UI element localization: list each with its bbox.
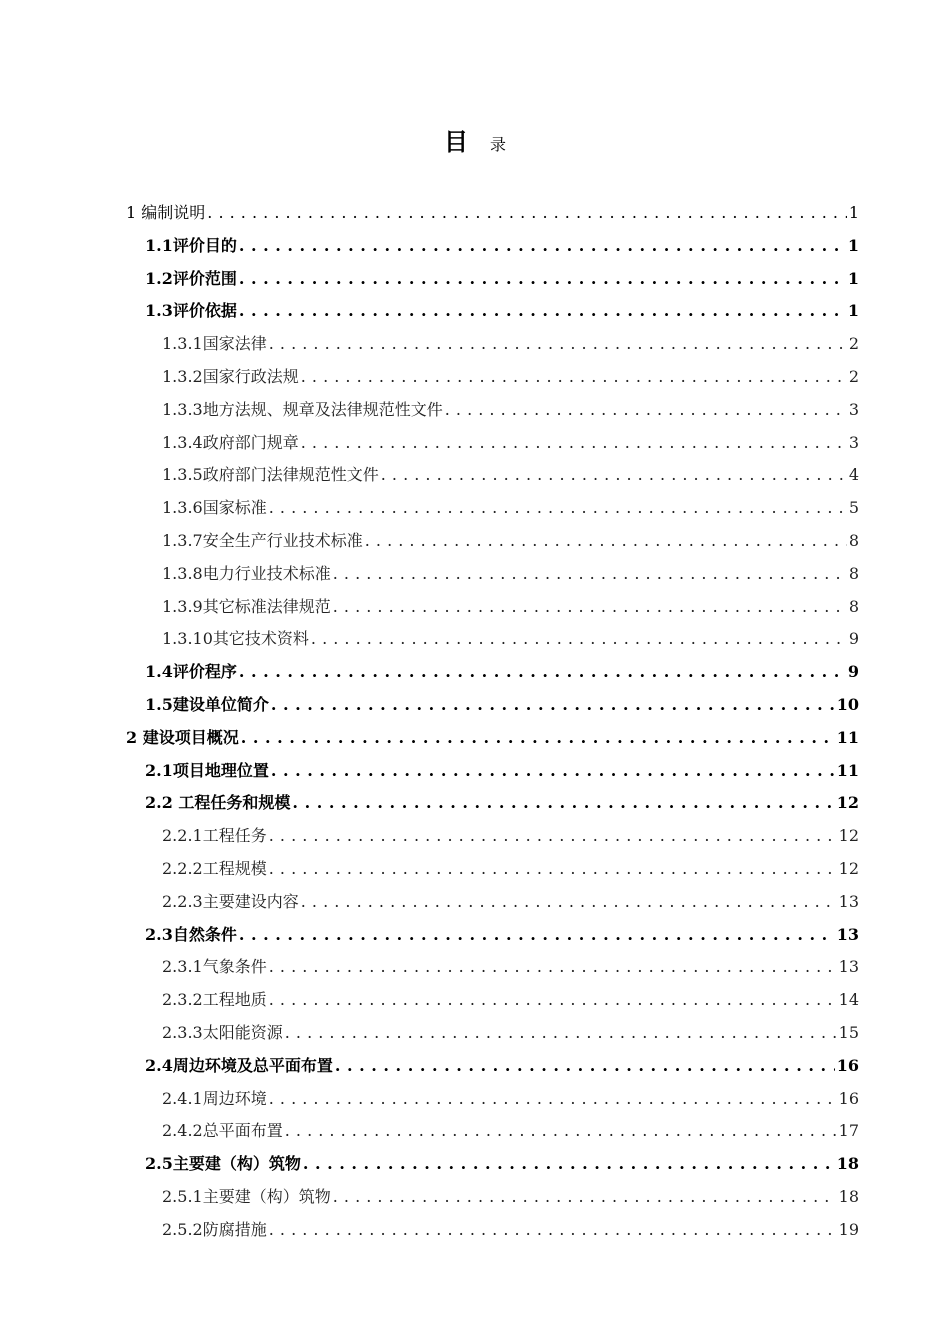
toc-entry-label: 1.3.2国家行政法规: [162, 367, 299, 386]
toc-leader-dots: [445, 393, 847, 426]
toc-entry-label: 1.3.4政府部门规章: [162, 432, 299, 452]
toc-entry-label: 1.5建设单位简介: [145, 695, 269, 714]
toc-entry-page-number: 17: [838, 1121, 859, 1141]
toc-leader-dots: [365, 524, 847, 557]
toc-entry-page-number: 2: [848, 367, 859, 386]
toc-leader-dots: [269, 819, 837, 852]
toc-leader-dots: [239, 918, 835, 951]
toc-entry-page-number: 3: [848, 432, 859, 452]
toc-entry-label: 1.3.7安全生产行业技术标准: [162, 531, 363, 550]
toc-entry[interactable]: [126, 196, 859, 229]
toc-entry[interactable]: [162, 360, 859, 393]
toc-entry-label: 2.2 工程任务和规模: [145, 793, 291, 813]
toc-title-sub: 录: [489, 135, 506, 154]
toc-entry-page-number: 12: [838, 826, 859, 846]
toc-entry[interactable]: [162, 950, 859, 983]
toc-entry-label: 2.5.2防腐措施: [162, 1219, 267, 1239]
toc-entry-label: 1.3.3地方法规、规章及法律规范性文件: [162, 399, 443, 419]
toc-entry[interactable]: [162, 393, 859, 426]
toc-entry-label: 1.3.5政府部门法律规范性文件: [162, 465, 379, 485]
toc-entry-label: 1.1评价目的: [145, 235, 237, 255]
toc-entry-page-number: 16: [838, 1088, 859, 1108]
toc-leader-dots: [239, 655, 846, 688]
toc-leader-dots: [207, 196, 847, 229]
toc-leader-dots: [333, 557, 847, 590]
toc-entry[interactable]: [162, 1016, 859, 1049]
toc-entry[interactable]: [162, 1180, 859, 1213]
toc-leader-dots: [381, 458, 847, 491]
toc-entry-label: 1.3.8电力行业技术标准: [162, 563, 331, 583]
toc-entry-label: 2.4.1周边环境: [162, 1088, 267, 1108]
toc-entry[interactable]: [162, 1213, 859, 1246]
toc-entry[interactable]: [162, 1082, 859, 1115]
toc-entry-label: 1.3.9其它标准法律规范: [162, 596, 331, 616]
toc-entry-label: 2.3自然条件: [145, 924, 237, 944]
toc-entry-page-number: 8: [848, 563, 859, 583]
toc-leader-dots: [271, 754, 835, 787]
toc-entry-page-number: 1: [848, 203, 859, 222]
toc-entry[interactable]: [145, 918, 859, 951]
toc-entry[interactable]: [162, 458, 859, 491]
toc-leader-dots: [271, 688, 835, 721]
toc-entry-label: 2.1项目地理位置: [145, 760, 269, 780]
toc-leader-dots: [285, 1114, 837, 1147]
toc-entry-label: 2.5主要建（构）筑物: [145, 1154, 301, 1174]
toc-entry-label: 1.3.6国家标准: [162, 498, 267, 518]
toc-entry[interactable]: [145, 229, 859, 262]
toc-entry[interactable]: [145, 688, 859, 721]
toc-entry-page-number: 1: [847, 268, 859, 288]
toc-leader-dots: [333, 1180, 837, 1213]
toc-leader-dots: [239, 262, 846, 295]
toc-entry-page-number: 5: [848, 498, 859, 518]
toc-entry[interactable]: [162, 327, 859, 360]
toc-entry-label: 2.2.3主要建设内容: [162, 891, 299, 911]
toc-entry[interactable]: [162, 852, 859, 885]
toc-leader-dots: [303, 1147, 835, 1180]
toc-entry-page-number: 15: [838, 1023, 859, 1042]
toc-leader-dots: [292, 786, 834, 819]
toc-entry[interactable]: [162, 983, 859, 1016]
toc-entry-page-number: 13: [836, 924, 859, 944]
toc-entry-page-number: 3: [848, 399, 859, 419]
toc-entry[interactable]: [162, 885, 859, 918]
toc-entry-label: 2.4.2总平面布置: [162, 1121, 283, 1141]
toc-entry-page-number: 8: [848, 531, 859, 550]
toc-entry-page-number: 13: [838, 891, 859, 911]
toc-leader-dots: [301, 360, 847, 393]
toc-leader-dots: [241, 721, 835, 754]
toc-entry[interactable]: [145, 754, 859, 787]
toc-leader-dots: [333, 590, 847, 623]
toc-entry[interactable]: [145, 262, 859, 295]
toc-entry-page-number: 2: [848, 334, 859, 354]
toc-leader-dots: [301, 885, 837, 918]
toc-entry-page-number: 18: [836, 1154, 859, 1174]
toc-entry-page-number: 9: [847, 662, 859, 682]
toc-title-main: 目: [443, 127, 468, 156]
toc-leader-dots: [269, 950, 837, 983]
toc-leader-dots: [269, 852, 837, 885]
toc-entry-page-number: 19: [838, 1219, 859, 1239]
toc-entry-label: 1 编制说明: [126, 203, 206, 222]
toc-entry-page-number: 1: [847, 235, 859, 255]
toc-entry-page-number: 4: [848, 465, 859, 485]
toc-leader-dots: [239, 229, 846, 262]
toc-leader-dots: [311, 622, 847, 655]
toc-entry-page-number: 11: [836, 760, 859, 780]
toc-entry[interactable]: [162, 1114, 859, 1147]
toc-entry[interactable]: [145, 655, 859, 688]
toc-entry-label: 2.3.1气象条件: [162, 957, 267, 977]
toc-entry[interactable]: [162, 524, 859, 557]
toc-entry-label: 1.4评价程序: [145, 662, 237, 682]
toc-entry-label: 1.3.1国家法律: [162, 334, 267, 354]
toc-entry-page-number: 18: [838, 1187, 859, 1206]
toc-entry-label: 2.5.1主要建（构）筑物: [162, 1187, 331, 1206]
toc-leader-dots: [269, 1213, 837, 1246]
toc-leader-dots: [335, 1049, 835, 1082]
toc-entry-page-number: 1: [847, 301, 859, 321]
toc-entry-label: 1.3评价依据: [145, 301, 237, 321]
toc-title: [0, 122, 950, 157]
toc-leader-dots: [301, 426, 847, 459]
toc-entry-page-number: 14: [838, 990, 859, 1010]
toc-entry[interactable]: [145, 1049, 859, 1082]
toc-entry[interactable]: [162, 622, 859, 655]
toc-entry-page-number: 8: [848, 596, 859, 616]
toc-entry-label: 2 建设项目概况: [126, 727, 239, 747]
toc-leader-dots: [239, 294, 846, 327]
toc-entry-page-number: 13: [838, 957, 859, 977]
toc-entry[interactable]: [145, 786, 859, 819]
toc-entry-page-number: 12: [838, 859, 859, 878]
toc-entry-label: 2.3.2工程地质: [162, 990, 267, 1010]
toc-entry[interactable]: [162, 590, 859, 623]
toc-entry[interactable]: [162, 557, 859, 590]
toc-leader-dots: [269, 491, 847, 524]
toc-entry[interactable]: [145, 1147, 859, 1180]
toc-entry-label: 1.2评价范围: [145, 268, 237, 288]
toc-leader-dots: [269, 983, 837, 1016]
toc-leader-dots: [285, 1016, 837, 1049]
toc-entry[interactable]: [162, 491, 859, 524]
toc-entry-label: 1.3.10其它技术资料: [162, 629, 309, 649]
toc-entry[interactable]: [145, 294, 859, 327]
toc-entry[interactable]: [126, 721, 859, 754]
toc-entry-page-number: 10: [836, 695, 859, 714]
toc-entry-page-number: 12: [836, 793, 859, 813]
toc-leader-dots: [269, 1082, 837, 1115]
toc-entry-label: 2.4周边环境及总平面布置: [145, 1055, 333, 1075]
toc-entry[interactable]: [162, 426, 859, 459]
toc-entry-label: 2.2.2工程规模: [162, 859, 267, 878]
toc-entry-page-number: 11: [836, 727, 859, 747]
toc-entry-label: 2.3.3太阳能资源: [162, 1023, 283, 1042]
toc-entry-page-number: 9: [848, 629, 859, 649]
toc-entry-page-number: 16: [836, 1055, 859, 1075]
toc-entry-label: 2.2.1工程任务: [162, 826, 267, 846]
toc-entry[interactable]: [162, 819, 859, 852]
toc-leader-dots: [269, 327, 847, 360]
